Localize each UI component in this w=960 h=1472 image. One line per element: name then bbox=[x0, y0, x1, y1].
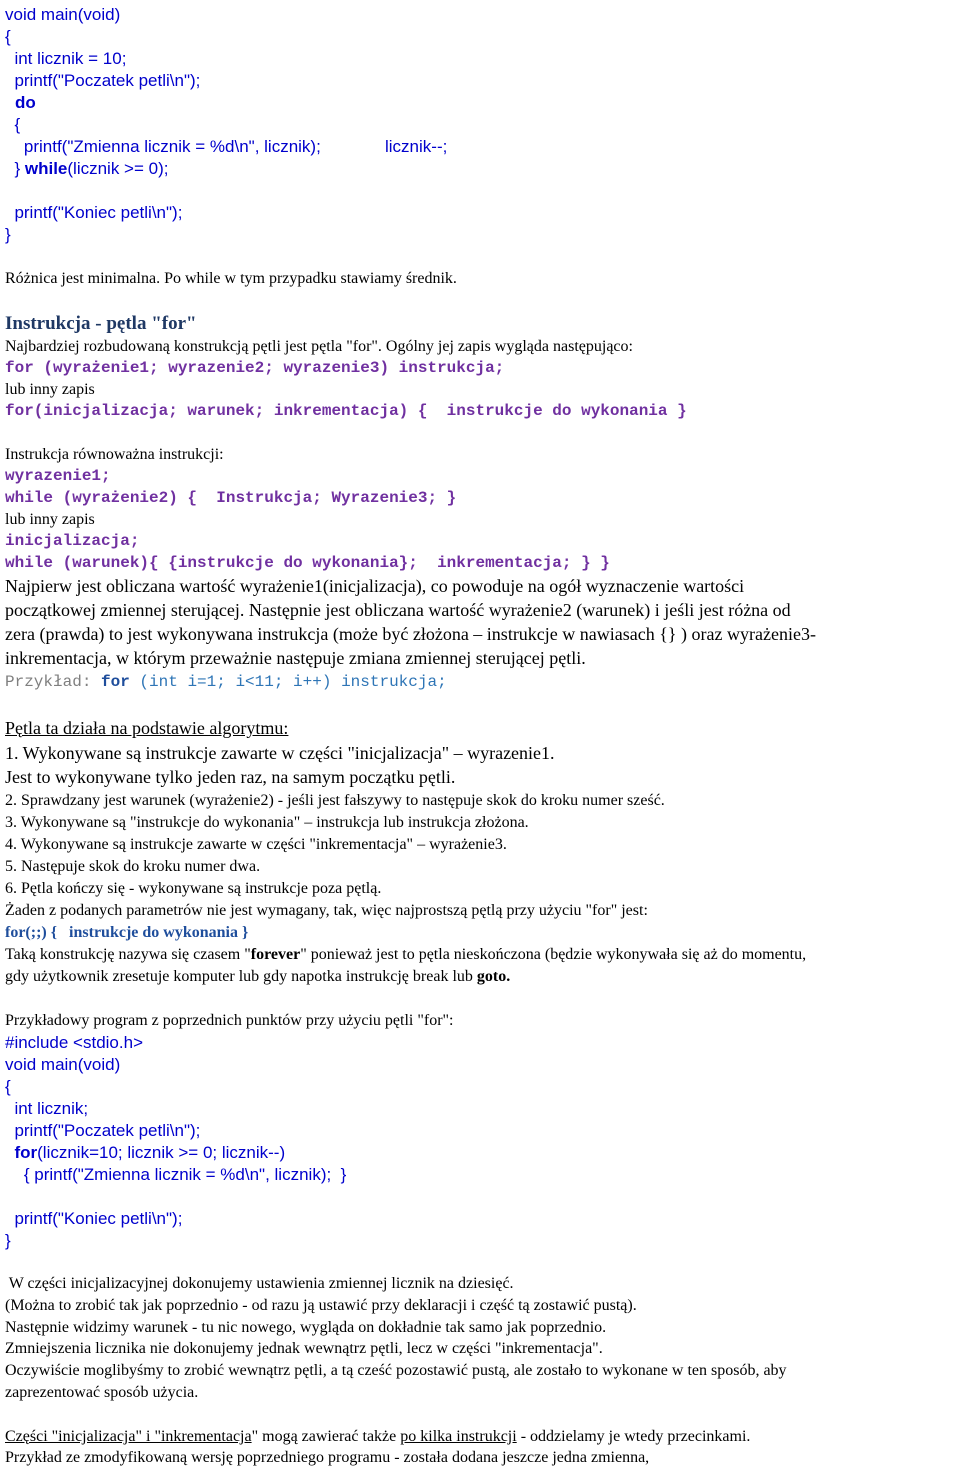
code-text: (licznik >= 0); bbox=[67, 159, 169, 178]
code-line: } bbox=[5, 1231, 11, 1250]
code-keyword-for: for bbox=[14, 1143, 38, 1162]
code-line: void main(void) bbox=[5, 5, 121, 24]
paragraph bbox=[5, 946, 806, 964]
code-line: printf("Poczatek petli\n"); bbox=[5, 1121, 201, 1140]
algorithm-step: 4. Wykonywane są instrukcje zawarte w części "inkrementacja" – wyrażenie3. bbox=[5, 836, 507, 853]
code-line bbox=[5, 159, 168, 179]
paragraph: początkowej zmiennej sterującej. Następnie jest obliczana wartość wyrażenie2 (warunek) i jeśli jest różna od bbox=[5, 600, 791, 620]
code-line: printf("Koniec petli\n"); bbox=[5, 203, 183, 222]
text-bold: goto. bbox=[476, 968, 511, 985]
syntax-line: for (wyrażenie1; wyrazenie2; wyrazenie3) instrukcja; bbox=[5, 359, 505, 377]
paragraph: Żaden z podanych parametrów nie jest wymagany, tak, więc najprostszą pętlą przy użyciu "for" jest: bbox=[5, 902, 648, 919]
code-text: (licznik=10; licznik >= 0; licznik--) bbox=[37, 1143, 286, 1162]
code-keyword-do: do bbox=[15, 93, 36, 112]
syntax-line: inicjalizacja; bbox=[5, 532, 140, 550]
paragraph: lub inny zapis bbox=[5, 381, 95, 398]
paragraph: zera (prawda) to jest wykonywana instrukcja (może być złożona – instrukcje w nawiasach {} ) oraz wyrażenie3- bbox=[5, 624, 816, 644]
code-line: printf("Koniec petli\n"); bbox=[5, 1209, 183, 1228]
algorithm-step: 5. Następuje skok do kroku numer dwa. bbox=[5, 858, 261, 875]
paragraph: Najbardziej rozbudowaną konstrukcją pętli jest pętla "for". Ogólny jej zapis wygląda następująco: bbox=[5, 338, 633, 355]
text: Taką konstrukcję nazywa się czasem " bbox=[5, 946, 251, 963]
algorithm-step: 6. Pętla kończy się - wykonywane są instrukcje poza pętlą. bbox=[5, 880, 382, 897]
text: " ponieważ jest to pętla nieskończona (będzie wykonywała się aż do momentu, bbox=[300, 946, 807, 963]
code-line: { bbox=[5, 1077, 11, 1096]
algorithm-step: 2. Sprawdzany jest warunek (wyrażenie2) - jeśli jest fałszywy to następuje skok do kroku numer sześć. bbox=[5, 792, 665, 809]
paragraph: Przykładowy program z poprzednich punktów przy użyciu pętli "for": bbox=[5, 1012, 454, 1029]
paragraph: inkrementacja, w którym przeważnie następuje zmiana zmiennej sterującej pętli. bbox=[5, 648, 586, 668]
code-line: printf("Zmienna licznik = %d\n", licznik); bbox=[5, 137, 321, 156]
code-line: void main(void) bbox=[5, 1055, 121, 1074]
code-line: printf("Poczatek petli\n"); bbox=[5, 71, 201, 90]
paragraph: Zmniejszenia licznika nie dokonujemy jednak wewnątrz pętli, lecz w części "inkrementacja". bbox=[5, 1340, 603, 1357]
text: gdy użytkownik zresetuje komputer lub gdy napotka instrukcję break lub bbox=[5, 968, 477, 985]
text: " mogą zawierać także bbox=[251, 1428, 401, 1445]
code-line: { bbox=[5, 115, 21, 134]
code-keyword-while: while bbox=[24, 159, 68, 178]
code-line: int licznik; bbox=[5, 1099, 89, 1118]
syntax-line: for(inicjalizacja; warunek; inkrementacja) { instrukcje do wykonania } bbox=[5, 402, 687, 420]
forever-code: for(;;) { instrukcje do wykonania } bbox=[5, 924, 249, 941]
syntax-line: wyrazenie1; bbox=[5, 467, 111, 485]
paragraph: Instrukcja równoważna instrukcji: bbox=[5, 446, 224, 463]
example-line bbox=[5, 673, 447, 691]
paragraph: zaprezentować sposób użycia. bbox=[5, 1384, 199, 1401]
text-bold: forever bbox=[250, 946, 301, 963]
paragraph: Różnica jest minimalna. Po while w tym przypadku stawiamy średnik. bbox=[5, 270, 457, 287]
text-underlined: Części "inicjalizacja" i "inkrementacja bbox=[5, 1428, 252, 1445]
code-line: #include <stdio.h> bbox=[5, 1033, 143, 1052]
code-line: licznik--; bbox=[385, 137, 448, 156]
code-line bbox=[5, 1143, 285, 1163]
paragraph: Oczywiście moglibyśmy to zrobić wewnątrz pętli, a tą cześć pozostawić pustą, ale zostało to wykonane w ten sposób, aby bbox=[5, 1362, 787, 1379]
paragraph: lub inny zapis bbox=[5, 511, 95, 528]
algorithm-step: 1. Wykonywane są instrukcje zawarte w części "inicjalizacja" – wyrazenie1. bbox=[5, 743, 555, 763]
paragraph: Przykład ze zmodyfikowaną wersję poprzedniego programu - została dodana jeszcze jedna zmienna, bbox=[5, 1449, 650, 1466]
algorithm-title: Pętla ta działa na podstawie algorytmu: bbox=[5, 718, 289, 738]
paragraph: Następnie widzimy warunek - tu nic nowego, wygląda on dokładnie tak samo jak poprzednio. bbox=[5, 1319, 607, 1336]
code-line: { printf("Zmienna licznik = %d\n", licznik); } bbox=[5, 1165, 347, 1184]
paragraph bbox=[5, 968, 510, 986]
text-underlined: po kilka instrukcji bbox=[400, 1428, 517, 1445]
code-line: { bbox=[5, 27, 11, 46]
code-text: } bbox=[5, 159, 25, 178]
paragraph: Najpierw jest obliczana wartość wyrażenie1(inicjalizacja), co powoduje na ogół wyznaczenie wartości bbox=[5, 576, 745, 596]
syntax-line: while (warunek){ {instrukcje do wykonania}; inkrementacja; } } bbox=[5, 554, 610, 572]
paragraph bbox=[5, 1428, 750, 1446]
code-line: int licznik = 10; bbox=[5, 49, 127, 68]
algorithm-step: 3. Wykonywane są "instrukcje do wykonania" – instrukcja lub instrukcja złożona. bbox=[5, 814, 529, 831]
paragraph: W części inicjalizacyjnej dokonujemy ustawienia zmiennej licznik na dziesięć. bbox=[5, 1275, 514, 1292]
code-line: } bbox=[5, 225, 11, 244]
paragraph: (Można to zrobić tak jak poprzednio - od razu ją ustawić przy deklaracji i część tą zostawić pustą). bbox=[5, 1297, 637, 1314]
syntax-line: while (wyrażenie2) { Instrukcja; Wyrazenie3; } bbox=[5, 489, 457, 507]
example-label: Przykład: bbox=[5, 673, 102, 691]
code-keyword-for: for bbox=[101, 673, 130, 691]
section-heading: Instrukcja - pętla "for" bbox=[5, 313, 197, 334]
text: - oddzielamy je wtedy przecinkami. bbox=[516, 1428, 751, 1445]
algorithm-step: Jest to wykonywane tylko jeden raz, na samym początku pętli. bbox=[5, 767, 456, 787]
example-code: (int i=1; i<11; i++) instrukcja; bbox=[129, 673, 447, 691]
